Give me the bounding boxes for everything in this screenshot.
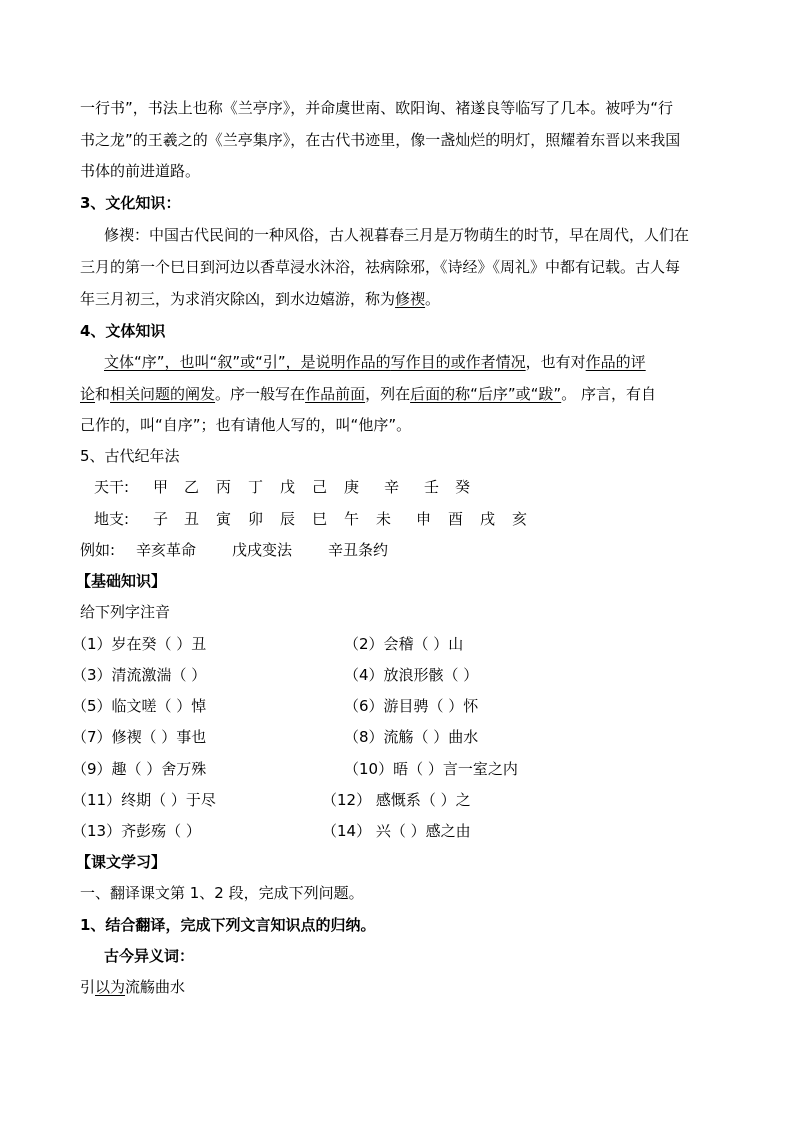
- section4-line-1: [104, 352, 646, 372]
- lesson-task: 一、翻译课文第 1、2 段，完成下列问题。: [80, 884, 364, 902]
- tiangan-label: 天干:: [94, 478, 130, 496]
- s4-l2-d: 。序一般写在: [215, 385, 306, 403]
- phonetic-row: [0, 696, 794, 716]
- dizhi-branch: 子: [153, 510, 169, 528]
- phonetic-item: （2）会稽（ ）山: [344, 635, 464, 653]
- s4-l1-b: 写作目的或作者情况: [390, 353, 526, 371]
- section5-heading: 5、古代纪年法: [80, 447, 180, 465]
- dizhi-branch: 戌: [480, 510, 496, 528]
- tiangan-stem: 丙: [216, 478, 232, 496]
- tiangan-stem: 甲: [153, 478, 169, 496]
- example-item: 戊戌变法: [232, 541, 293, 559]
- phonetic-item: （5）临文嗟（ ）悼: [72, 697, 207, 715]
- s4-l1-c: ，也有对: [525, 353, 586, 371]
- phonetic-item: （11）终期（ ）于尽: [72, 791, 216, 809]
- intro-line-3: 书体的前进道路。: [80, 162, 201, 180]
- term-xiuxi: 修禊: [395, 290, 426, 308]
- section4-heading: 4、文体知识: [80, 322, 166, 340]
- section3-line-1: 修禊：中国古代民间的一种风俗，古人视暮春三月是万物萌生的时节，早在周代，人们在: [104, 226, 690, 244]
- section4-line-2: [80, 384, 656, 404]
- section3-line-3-end: 。: [425, 290, 441, 308]
- phonetic-item: （14） 兴（ ）感之由: [322, 822, 471, 840]
- examples-row: [0, 540, 794, 560]
- lesson-example-pre: 引: [80, 978, 96, 996]
- section3-heading: 3、文化知识：: [80, 194, 181, 212]
- dizhi-branch: 酉: [448, 510, 464, 528]
- dizhi-branch: 丑: [184, 510, 200, 528]
- section4-line-3: 己作的，叫“自序”；也有请他人写的，叫“他序”。: [80, 416, 412, 434]
- phonetic-row: [0, 634, 794, 654]
- phonetic-item: （9）趣（ ）舍万殊: [72, 760, 207, 778]
- phonetic-row: [0, 790, 794, 810]
- example-item: 辛亥革命: [136, 541, 197, 559]
- lesson-example-term: 以为: [95, 978, 126, 996]
- tiangan-stem: 癸: [455, 478, 471, 496]
- phonetic-item: （7）修禊（ ）事也: [72, 728, 207, 746]
- phonetic-item: （8）流觞（ ）曲水: [344, 728, 479, 746]
- s4-l2-b: 和: [95, 385, 111, 403]
- dizhi-label: 地支:: [94, 510, 130, 528]
- tiangan-stem: 丁: [248, 478, 264, 496]
- dizhi-branch: 午: [344, 510, 360, 528]
- phonetic-row: [0, 727, 794, 747]
- phonetic-item: （6）游目骋（ ）怀: [344, 697, 479, 715]
- lesson-example-post: 流觞曲水: [125, 978, 186, 996]
- s4-l2-f: ，列在: [365, 385, 411, 403]
- tiangan-stem: 戊: [280, 478, 296, 496]
- phonetic-item: （1）岁在癸（ ）丑: [72, 635, 207, 653]
- tiangan-stem: 己: [312, 478, 328, 496]
- dizhi-branch: 卯: [248, 510, 264, 528]
- lesson-sub-1-a: 古今异义词：: [104, 947, 195, 965]
- section3-line-2: 三月的第一个巳日到河边以香草浸水沐浴，祛病除邪，《诗经》《周礼》中都有记载。古人每: [80, 258, 681, 276]
- dizhi-branch: 辰: [280, 510, 296, 528]
- dizhi-branch: 未: [376, 510, 392, 528]
- basics-instruction: 给下列字注音: [80, 603, 171, 621]
- phonetic-row: [0, 821, 794, 841]
- dizhi-branch: 亥: [512, 510, 528, 528]
- dizhi-branch: 申: [416, 510, 432, 528]
- phonetic-row: [0, 759, 794, 779]
- tiangan-row: [0, 477, 794, 497]
- s4-l2-a: 论: [80, 385, 96, 403]
- phonetic-item: （12） 感慨系（ ）之: [322, 791, 471, 809]
- tiangan-stem: 庚: [344, 478, 360, 496]
- phonetic-item: （10）晤（ ）言一室之内: [344, 760, 518, 778]
- tiangan-stem: 辛: [384, 478, 400, 496]
- s4-l2-e: 作品前面: [305, 385, 366, 403]
- s4-l2-c: 相关问题的阐发: [110, 385, 216, 403]
- tiangan-stem: 乙: [184, 478, 200, 496]
- intro-line-2: 书之龙”的王羲之的《兰亭集序》，在古代书迹里，像一盏灿烂的明灯，照耀着东晋以来我国: [80, 131, 681, 149]
- lesson-sub-1: 1、结合翻译，完成下列文言知识点的归纳。: [80, 916, 376, 934]
- s4-l2-h: 。 序言，有自: [561, 385, 656, 403]
- lesson-example: [80, 977, 185, 997]
- dizhi-branch: 寅: [216, 510, 232, 528]
- lesson-heading: 【课文学习】: [76, 853, 167, 871]
- example-item: 辛丑条约: [328, 541, 389, 559]
- section3-line-3: [80, 289, 440, 309]
- dizhi-branch: 巳: [312, 510, 328, 528]
- phonetic-item: （3）清流激湍（ ）: [72, 666, 207, 684]
- dizhi-row: [0, 509, 794, 529]
- phonetic-item: （4）放浪形骸（ ）: [344, 666, 479, 684]
- intro-line-1: 一行书”，书法上也称《兰亭序》，并命虞世南、欧阳询、褚遂良等临写了几本。被呼为“行: [80, 99, 674, 117]
- tiangan-stem: 壬: [424, 478, 440, 496]
- s4-l1-a: 文体“序”，也叫“叙”或“引”，是说明作品的: [104, 353, 391, 371]
- section3-line-3-text: 年三月初三，为求消灾除凶，到水边嬉游，称为: [80, 290, 396, 308]
- examples-label: 例如:: [80, 541, 116, 559]
- phonetic-row: [0, 665, 794, 685]
- basics-heading: 【基础知识】: [76, 572, 167, 590]
- s4-l2-g: 后面的称“后序”或“跋”: [410, 385, 562, 403]
- s4-l1-d: 作品的评: [585, 353, 646, 371]
- phonetic-item: （13）齐彭殇（ ）: [72, 822, 201, 840]
